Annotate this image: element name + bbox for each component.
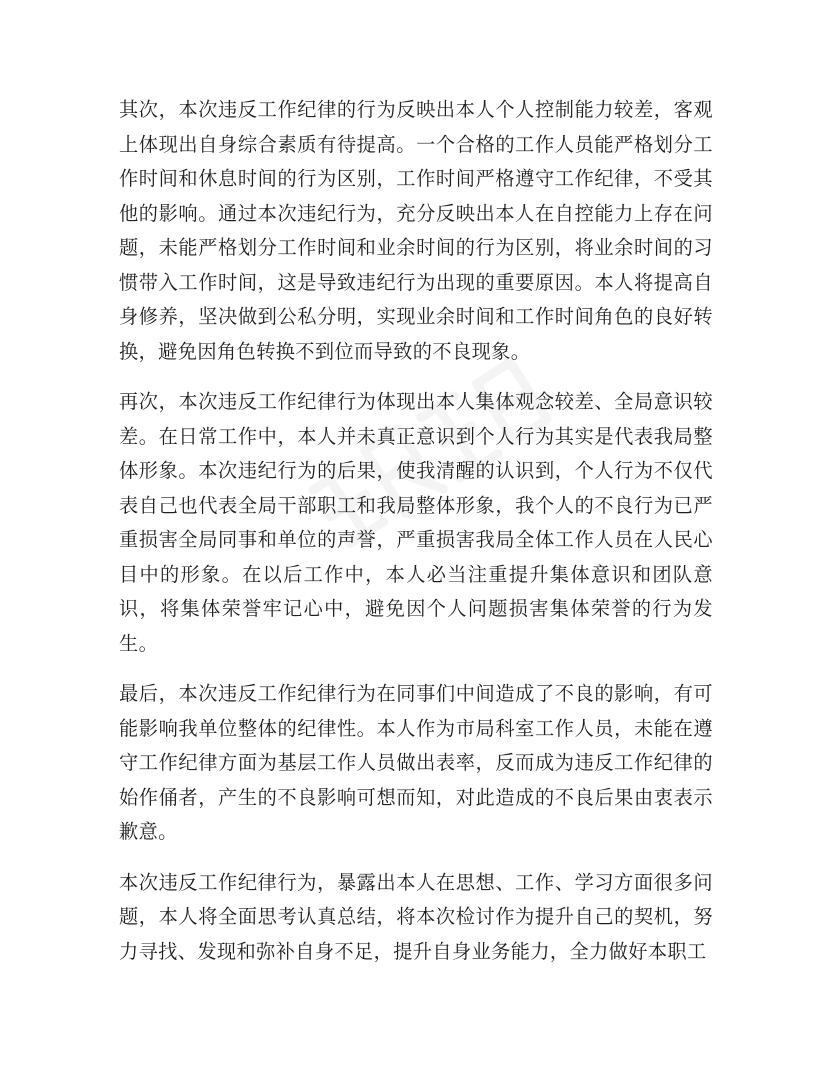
paragraph-last: 最后，本次违反工作纪律行为在同事们中间造成了不良的影响，有可能影响我单位整体的纪律性。本人作为市局科室工作人员，未能在遵守工作纪律方面为基层工作人员做出表率，反而成为违反工作纪律的始作俑者，产生的不良影响可想而知，对此造成的不良后果由衷表示歉意。	[119, 682, 713, 843]
paragraph-conclusion: 本次违反工作纪律行为，暴露出本人在思想、工作、学习方面很多问题，本人将全面思考认真总结，将本次检讨作为提升自己的契机，努力寻找、发现和弥补自身不足，提升自身业务能力，全力做好本职工	[119, 870, 713, 963]
paragraph-third: 再次，本次违反工作纪律行为体现出本人集体观念较差、全局意识较差。在日常工作中，本人并未真正意识到个人行为其实是代表我局整体形象。本次违纪行为的后果，使我清醒的认识到，个人行为不仅代表自己也代表全局干部职工和我局整体形象，我个人的不良行为已严重损害全局同事和单位的声誉，严重损害我局全体工作人员在人民心目中的形象。在以后工作中，本人必当注重提升集体意识和团队意识，将集体荣誉牢记心中，避免因个人问题损害集体荣誉的行为发生。	[119, 390, 713, 655]
paragraph-second: 其次，本次违反工作纪律的行为反映出本人个人控制能力较差，客观上体现出自身综合素质有待提高。一个合格的工作人员能严格划分工作时间和休息时间的行为区别，工作时间严格遵守工作纪律，不受其他的影响。通过本次违纪行为，充分反映出本人在自控能力上存在问题，未能严格划分工作时间和业余时间的行为区别，将业余时间的习惯带入工作时间，这是导致违纪行为出现的重要原因。本人将提高自身修养，坚决做到公私分明，实现业余时间和工作时间角色的良好转换，避免因角色转换不到位而导致的不良现象。	[119, 98, 713, 363]
document-body	[119, 93, 713, 985]
